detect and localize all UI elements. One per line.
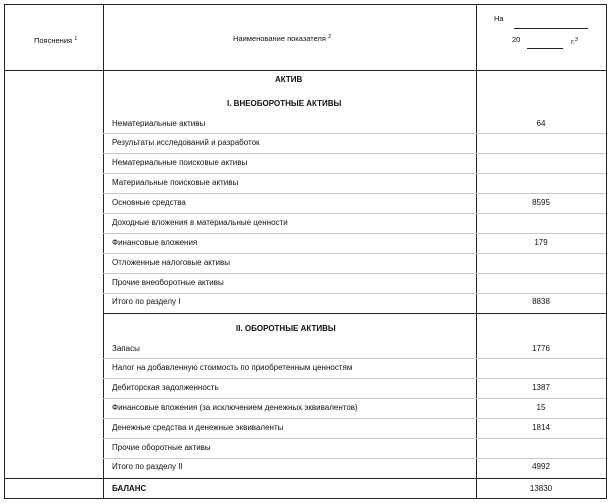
header-bottom-line bbox=[4, 70, 606, 71]
row-value: 8595 bbox=[532, 198, 550, 207]
row-label: Прочие оборотные активы bbox=[112, 443, 211, 452]
table-border-top bbox=[4, 4, 606, 5]
row-label: Доходные вложения в материальные ценности bbox=[112, 218, 288, 227]
row-label: Отложенные налоговые активы bbox=[112, 258, 230, 267]
row-divider bbox=[103, 253, 606, 254]
row-divider bbox=[103, 273, 606, 274]
row-value: 1776 bbox=[532, 344, 550, 353]
row-divider bbox=[103, 153, 606, 154]
balance-label: БАЛАНС bbox=[112, 484, 147, 493]
header-date-year: 20 bbox=[512, 35, 521, 44]
row-label: Запасы bbox=[112, 344, 140, 353]
year-blank-line bbox=[527, 48, 563, 49]
column-divider-notes bbox=[103, 4, 104, 499]
row-label: Дебиторская задолженность bbox=[112, 383, 219, 392]
header-notes: Пояснения $^1$ bbox=[34, 36, 78, 45]
row-value: 15 bbox=[536, 403, 546, 412]
table-border-left bbox=[4, 4, 5, 499]
row-value: 1814 bbox=[532, 423, 550, 432]
row-label-total: Итого по разделу II bbox=[112, 462, 183, 471]
row-label: Финансовые вложения bbox=[112, 238, 198, 247]
row-value-total: 4992 bbox=[532, 462, 550, 471]
section2-heading: II. ОБОРОТНЫЕ АКТИВЫ bbox=[236, 324, 336, 333]
date-blank-line bbox=[514, 28, 588, 29]
row-label: Материальные поисковые активы bbox=[112, 178, 239, 187]
row-divider bbox=[103, 358, 606, 359]
section2-bottom-line bbox=[4, 478, 606, 479]
table-border-right bbox=[606, 4, 607, 499]
row-value: 64 bbox=[536, 119, 546, 128]
row-divider bbox=[103, 378, 606, 379]
row-divider bbox=[103, 193, 606, 194]
row-label: Основные средства bbox=[112, 198, 186, 207]
row-divider bbox=[103, 418, 606, 419]
row-value: 179 bbox=[534, 238, 548, 247]
section1-heading: I. ВНЕОБОРОТНЫЕ АКТИВЫ bbox=[227, 99, 342, 108]
row-label: Финансовые вложения (за исключением денежных эквивалентов) bbox=[112, 403, 358, 412]
section1-bottom-line bbox=[103, 313, 606, 314]
row-label-total: Итого по разделу I bbox=[112, 297, 181, 306]
row-label: Нематериальные поисковые активы bbox=[112, 158, 248, 167]
row-divider bbox=[103, 293, 606, 294]
row-label: Налог на добавленную стоимость по приобретенным ценностям bbox=[112, 363, 353, 372]
header-date-suffix: г.$^3$ bbox=[571, 37, 578, 46]
row-label: Прочие внеоборотные активы bbox=[112, 278, 224, 287]
row-label: Результаты исследований и разработок bbox=[112, 138, 260, 147]
row-divider bbox=[103, 233, 606, 234]
row-divider bbox=[103, 173, 606, 174]
row-value: 1387 bbox=[532, 383, 550, 392]
table-border-bottom bbox=[4, 498, 606, 499]
row-divider bbox=[103, 438, 606, 439]
row-divider bbox=[103, 213, 606, 214]
balance-value: 13830 bbox=[529, 484, 553, 493]
row-divider bbox=[103, 398, 606, 399]
row-label: Нематериальные активы bbox=[112, 119, 206, 128]
row-divider bbox=[103, 133, 606, 134]
header-date-prefix: На bbox=[494, 14, 504, 23]
row-value-total: 8838 bbox=[532, 297, 550, 306]
header-indicator-name: Наименование показателя $^2$ bbox=[233, 34, 332, 43]
row-divider bbox=[103, 458, 606, 459]
section-active-heading: АКТИВ bbox=[275, 75, 303, 84]
row-label: Денежные средства и денежные эквиваленты bbox=[112, 423, 284, 432]
